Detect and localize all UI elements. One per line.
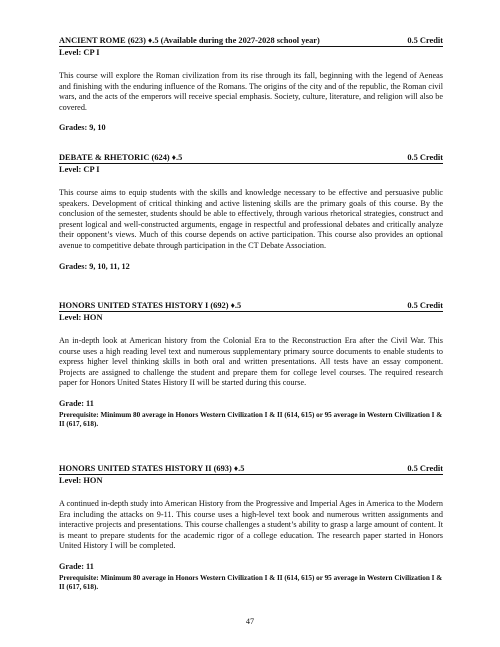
course-credit: 0.5 Credit bbox=[407, 153, 443, 162]
course-credit: 0.5 Credit bbox=[407, 301, 443, 310]
course-description: This course will explore the Roman civilization from its rise through its fall, beginning with the legend of Aeneas and finishing with the enduring influence of the Romans. The origins of the city and of the republic, the Roman civil wars, and the acts of the emperors will receive special emphasis. Society, culture, literature, and religion will also be covered. bbox=[59, 71, 443, 112]
course-grades: Grades: 9, 10 bbox=[59, 123, 106, 133]
course-level: Level: CP I bbox=[59, 48, 100, 57]
course-prerequisite: Prerequisite: Minimum 80 average in Honors Western Civilization I & II (614, 615) or 95 average in Western Civilization I & II (617, 618). bbox=[59, 410, 443, 428]
course-grades: Grade: 11 bbox=[59, 561, 94, 571]
course-honors-us-history-1 bbox=[59, 301, 443, 429]
course-credit: 0.5 Credit bbox=[407, 464, 443, 473]
course-level: Level: HON bbox=[59, 313, 103, 322]
course-debate-rhetoric bbox=[59, 153, 443, 272]
course-grades: Grade: 11 bbox=[59, 398, 94, 408]
course-title: HONORS UNITED STATES HISTORY I (692) ♦.5 bbox=[59, 301, 242, 310]
course-credit: 0.5 Credit bbox=[407, 36, 443, 45]
course-description: This course aims to equip students with the skills and knowledge necessary to be effective and persuasive public speakers. Development of critical thinking and active listening skills are the primary goals of this course. By the conclusion of the semester, students should be able to effectively, through various rhetorical strategies, construct and present logical and well-constructed arguments, engage in respectful and professional debates and critically analyze their opponent’s views. Much of this course depends on active participation. This course also provides an optional avenue to competitive debate through participation in the CT Debate Association. bbox=[59, 188, 443, 250]
course-header bbox=[59, 36, 443, 47]
course-title: ANCIENT ROME (623) ♦.5 (Available during the 2027-2028 school year) bbox=[59, 36, 320, 45]
course-header bbox=[59, 301, 443, 312]
page-number: 47 bbox=[245, 617, 255, 626]
course-title: DEBATE & RHETORIC (624) ♦.5 bbox=[59, 153, 183, 162]
course-header bbox=[59, 153, 443, 164]
course-level: Level: HON bbox=[59, 476, 103, 485]
course-level: Level: CP I bbox=[59, 165, 100, 174]
course-prerequisite: Prerequisite: Minimum 80 average in Honors Western Civilization I & II (614, 615) or 95 average in Western Civilization I & II (617, 618). bbox=[59, 573, 443, 591]
course-header bbox=[59, 464, 443, 475]
course-grades: Grades: 9, 10, 11, 12 bbox=[59, 261, 130, 271]
course-description: A continued in-depth study into American History from the Progressive and Imperial Ages in America to the Modern Era including the attacks on 9-11. This course uses a high-level text book and numerous written assignments and interactive projects and presentations. This course challenges a student’s ability to grasp a large amount of content. It is meant to prepare students for the academic rigor of a college education. The research paper started in Honors United History I will be completed. bbox=[59, 499, 443, 551]
course-ancient-rome bbox=[59, 36, 443, 134]
course-honors-us-history-2 bbox=[59, 464, 443, 592]
course-title: HONORS UNITED STATES HISTORY II (693) ♦.5 bbox=[59, 464, 245, 473]
course-description: An in-depth look at American history from the Colonial Era to the Reconstruction Era after the Civil War. This course uses a high reading level text and numerous supplementary primary source documents to enable students to express higher level thinking skills in both oral and written presentations. All tests have an essay component. Projects are assigned to challenge the student and prepare them for college level courses. The required research paper for Honors United States History II will be started during this course. bbox=[59, 336, 443, 388]
